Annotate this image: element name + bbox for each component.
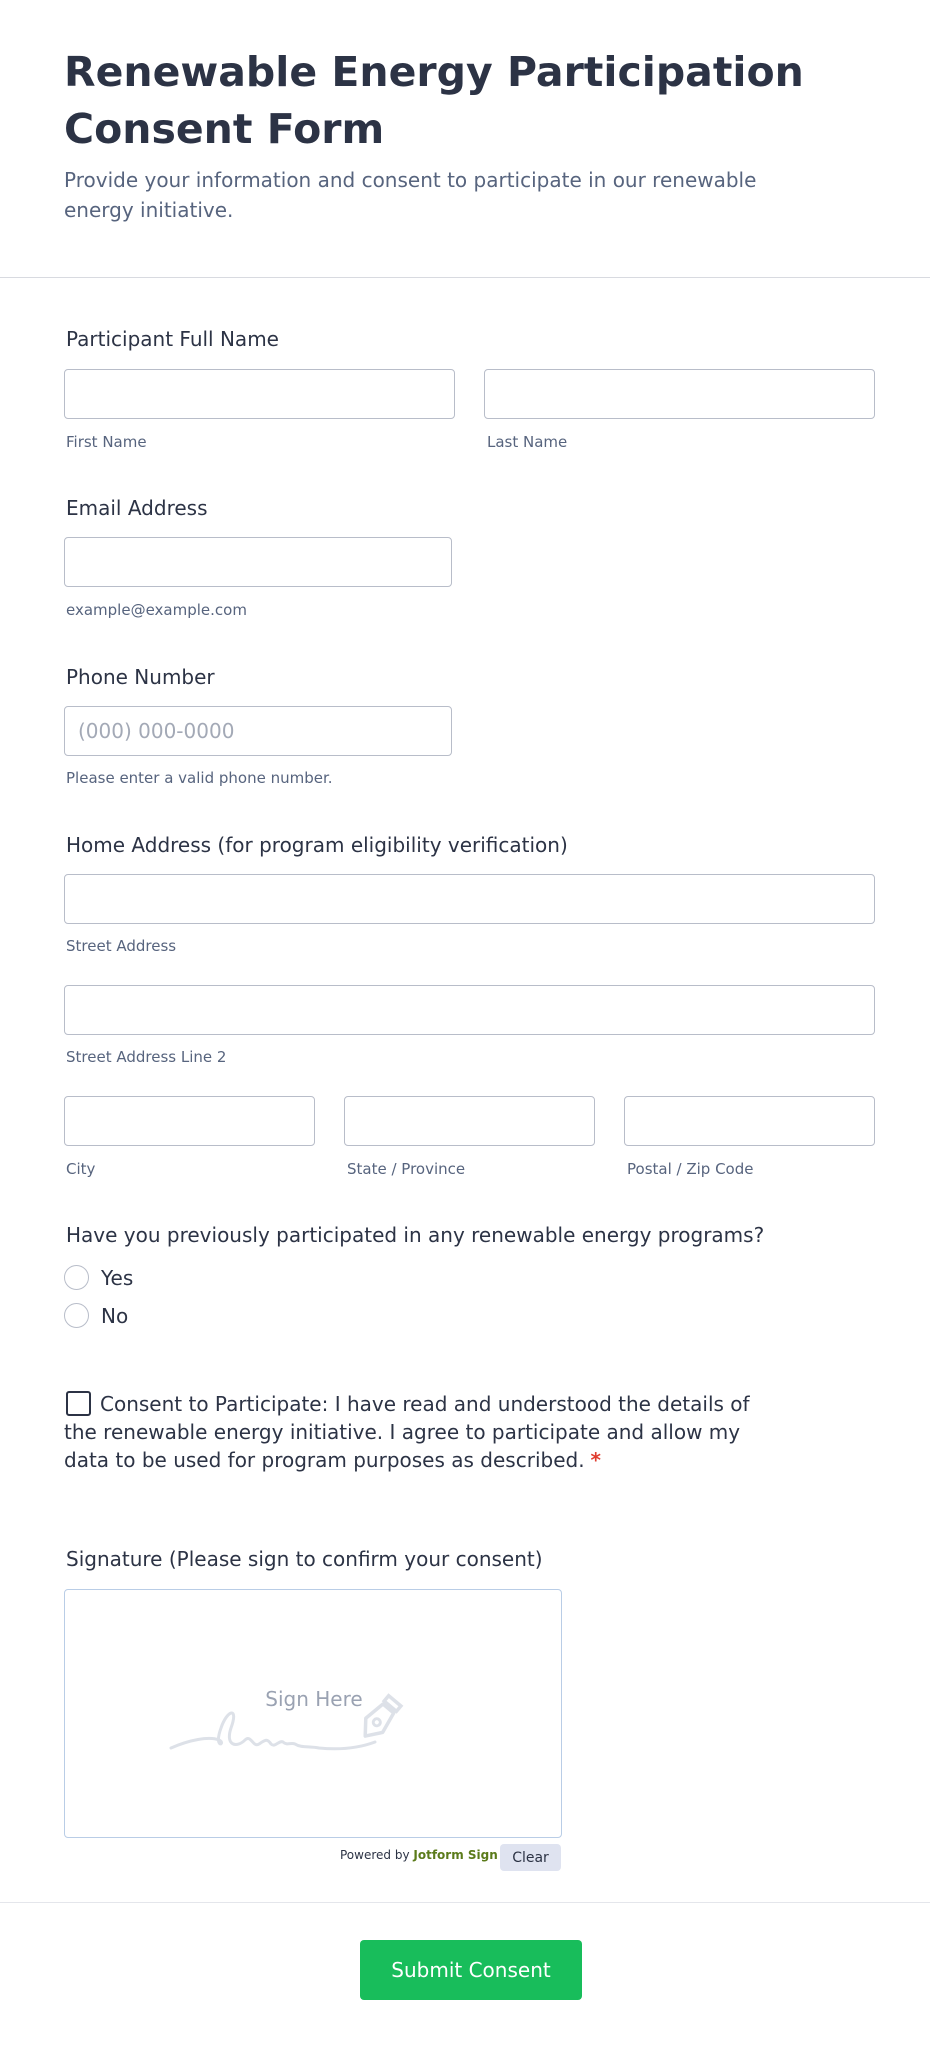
full-name-label: Participant Full Name (66, 327, 279, 351)
address-label: Home Address (for program eligibility verification) (66, 833, 568, 857)
city-sublabel: City (66, 1160, 96, 1178)
required-mark: * (590, 1448, 602, 1472)
powered-prefix: Powered by (340, 1848, 410, 1862)
phone-label: Phone Number (66, 665, 215, 689)
state-sublabel: State / Province (347, 1160, 466, 1178)
street-address-line2-sublabel: Street Address Line 2 (66, 1048, 227, 1066)
form-header (0, 0, 930, 278)
first-name-sublabel: First Name (66, 433, 147, 451)
phone-placeholder: (000) 000-0000 (78, 719, 235, 743)
radio-yes-label: Yes (101, 1266, 134, 1290)
last-name-input[interactable] (484, 369, 875, 419)
first-name-input[interactable] (64, 369, 455, 419)
consent-field (64, 1390, 784, 1474)
street-address-input[interactable] (64, 874, 875, 924)
phone-sublabel: Please enter a valid phone number. (66, 769, 333, 787)
zip-sublabel: Postal / Zip Code (627, 1160, 754, 1178)
state-input[interactable] (344, 1096, 595, 1146)
signature-label: Signature (Please sign to confirm your consent) (66, 1547, 543, 1571)
powered-by (340, 1848, 498, 1862)
radio-no-label: No (101, 1304, 129, 1328)
submit-button[interactable]: Submit Consent (360, 1940, 582, 2000)
last-name-sublabel: Last Name (487, 433, 568, 451)
signature-pad[interactable] (64, 1589, 562, 1838)
form-title: Renewable Energy Participation Consent Form (64, 48, 804, 153)
zip-input[interactable] (624, 1096, 875, 1146)
clear-signature-button[interactable]: Clear (500, 1844, 561, 1871)
radio-no-circle[interactable] (64, 1303, 89, 1328)
radio-yes-circle[interactable] (64, 1265, 89, 1290)
email-label: Email Address (66, 496, 208, 520)
footer-divider (0, 1902, 930, 1903)
sign-here-text: Sign Here (265, 1687, 363, 1711)
consent-checkbox[interactable] (66, 1391, 91, 1416)
form-subtitle: Provide your information and consent to participate in our renewable energy initiative. (64, 168, 757, 222)
participated-label: Have you previously participated in any renewable energy programs? (66, 1223, 765, 1247)
consent-text: Consent to Participate: I have read and understood the details of the renewable energy initiative. I agree to participate and allow my data to be used for program purposes as described. (64, 1392, 750, 1472)
phone-input[interactable] (64, 706, 452, 756)
city-input[interactable] (64, 1096, 315, 1146)
email-input[interactable] (64, 537, 452, 587)
email-sublabel: example@example.com (66, 601, 247, 619)
street-address-sublabel: Street Address (66, 937, 177, 955)
jotform-sign-brand[interactable]: Jotform Sign (413, 1848, 498, 1862)
street-address-line2-input[interactable] (64, 985, 875, 1035)
